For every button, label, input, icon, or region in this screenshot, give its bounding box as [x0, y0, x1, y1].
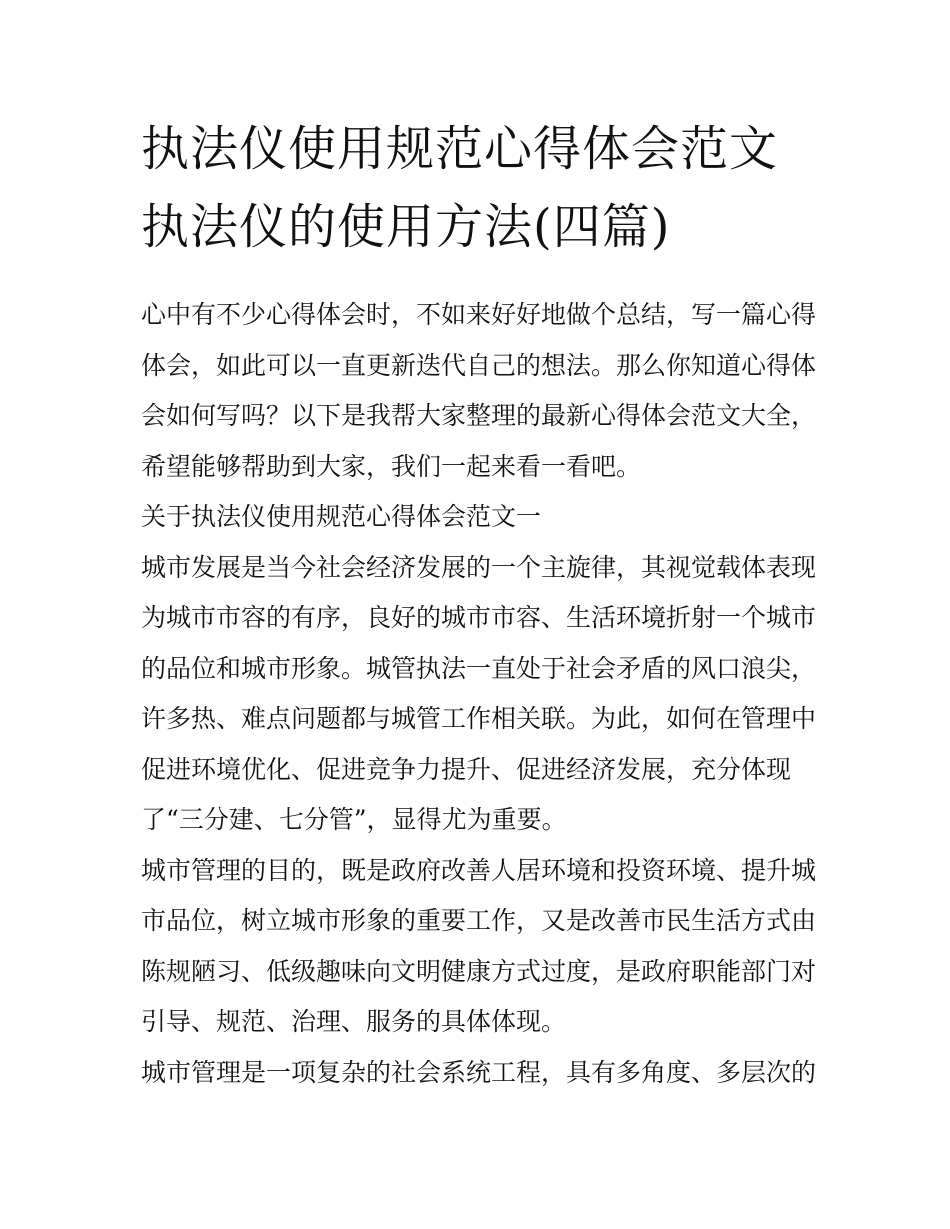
text-line: 城市发展是当今社会经济发展的一个主旋律，其视觉载体表现	[141, 552, 817, 582]
body-paragraph-2	[141, 846, 817, 1048]
text-line: 的品位和城市形象。城管执法一直处于社会矛盾的风口浪尖，	[141, 653, 817, 683]
text-line: 城市管理是一项复杂的社会系统工程，具有多角度、多层次的	[141, 1057, 817, 1087]
text-line: 心中有不少心得体会时，不如来好好地做个总结，写一篇心得	[141, 300, 817, 329]
text-line: 许多热、难点问题都与城管工作相关联。为此，如何在管理中	[141, 704, 817, 733]
text-line: 陈规陋习、低级趣味向文明健康方式过度，是政府职能部门对	[141, 956, 817, 986]
text-line: 希望能够帮助到大家，我们一起来看一看吧。	[141, 451, 642, 481]
body-paragraph-3	[141, 1048, 817, 1099]
body-paragraph-1	[141, 543, 817, 846]
document-page	[141, 110, 817, 1098]
title-line: 执法仪使用规范心得体会范文	[141, 121, 779, 177]
title-line: 执法仪的使用方法(四篇)	[141, 199, 671, 255]
text-line: 体会，如此可以一直更新迭代自己的想法。那么你知道心得体	[141, 350, 817, 380]
section-heading-text: 关于执法仪使用规范心得体会范文一	[141, 502, 542, 531]
text-line: 促进环境优化、促进竞争力提升、促进经济发展，充分体现	[141, 754, 792, 784]
text-line: 为城市市容的有序，良好的城市市容、生活环境折射一个城市	[141, 603, 817, 632]
text-line: 了“三分建、七分管”，显得尤为重要。	[141, 805, 567, 834]
text-line: 市品位，树立城市形象的重要工作，又是改善市民生活方式由	[141, 906, 817, 935]
text-line: 会如何写吗？以下是我帮大家整理的最新心得体会范文大全，	[141, 401, 817, 430]
text-line: 城市管理的目的，既是政府改善人居环境和投资环境、提升城	[141, 855, 817, 885]
intro-paragraph	[141, 290, 817, 492]
section-heading	[141, 492, 813, 543]
text-line: 引导、规范、治理、服务的具体体现。	[141, 1007, 567, 1036]
document-title	[141, 110, 813, 266]
